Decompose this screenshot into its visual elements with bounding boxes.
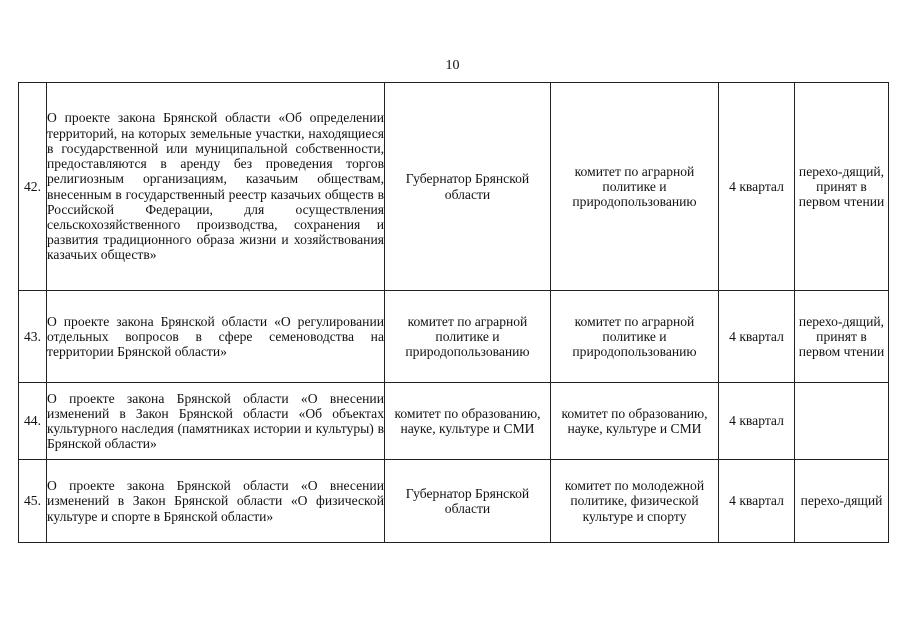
responsible-committee: комитет по молодежной политике, физической культуре и спорту bbox=[551, 460, 719, 543]
table-row bbox=[19, 460, 889, 543]
initiator: Губернатор Брянской области bbox=[385, 460, 551, 543]
status: перехо-дящий bbox=[795, 460, 889, 543]
quarter: 4 квартал bbox=[719, 460, 795, 543]
row-number: 44. bbox=[19, 383, 47, 460]
table-row bbox=[19, 83, 889, 291]
responsible-committee: комитет по образованию, науке, культуре и СМИ bbox=[551, 383, 719, 460]
bill-title: О проекте закона Брянской области «Об определении территорий, на которых земельные участки, находящиеся в государственной или муниципальной собственности, предоставляются в аренду без проведения торгов религиозным организациям, казачьим обществам, внесенным в государственный реестр казачьих обществ в Российской Федерации, для осуществления сельскохозяйственного производства, сохранения и развития традиционного образа жизни и хозяйствования казачьих обществ» bbox=[47, 83, 385, 291]
table-row bbox=[19, 291, 889, 383]
responsible-committee: комитет по аграрной политике и природопользованию bbox=[551, 291, 719, 383]
bill-title: О проекте закона Брянской области «О регулировании отдельных вопросов в сфере семеноводства на территории Брянской области» bbox=[47, 291, 385, 383]
table-row bbox=[19, 383, 889, 460]
quarter: 4 квартал bbox=[719, 83, 795, 291]
initiator: комитет по аграрной политике и природопользованию bbox=[385, 291, 551, 383]
row-number: 42. bbox=[19, 83, 47, 291]
initiator: комитет по образованию, науке, культуре и СМИ bbox=[385, 383, 551, 460]
row-number: 45. bbox=[19, 460, 47, 543]
legislative-plan-table bbox=[18, 82, 889, 543]
status bbox=[795, 383, 889, 460]
status: перехо-дящий, принят в первом чтении bbox=[795, 83, 889, 291]
bill-title: О проекте закона Брянской области «О внесении изменений в Закон Брянской области «О физической культуре и спорте в Брянской области» bbox=[47, 460, 385, 543]
page-number: 10 bbox=[445, 58, 460, 73]
status: перехо-дящий, принят в первом чтении bbox=[795, 291, 889, 383]
bill-title: О проекте закона Брянской области «О внесении изменений в Закон Брянской области «Об объектах культурного наследия (памятниках истории и культуры) в Брянской области» bbox=[47, 383, 385, 460]
initiator: Губернатор Брянской области bbox=[385, 83, 551, 291]
row-number: 43. bbox=[19, 291, 47, 383]
quarter: 4 квартал bbox=[719, 383, 795, 460]
responsible-committee: комитет по аграрной политике и природопользованию bbox=[551, 83, 719, 291]
quarter: 4 квартал bbox=[719, 291, 795, 383]
